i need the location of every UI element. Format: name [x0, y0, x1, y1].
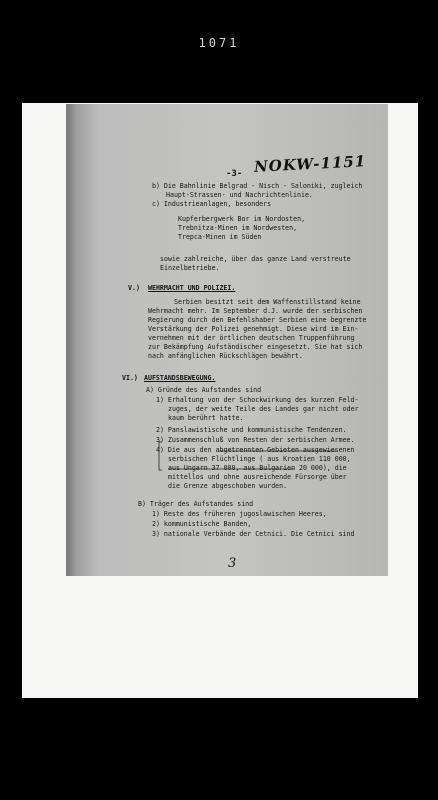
text-line: Einzelbetriebe.	[160, 264, 220, 272]
text-line: zuges, der weite Teile des Landes gar nicht oder	[168, 405, 359, 413]
text-line: nach anfänglichen Rückschlägen bewährt.	[148, 352, 303, 360]
text-line: sowie zahlreiche, über das ganze Land verstreute	[160, 255, 351, 263]
text-line: 1) Reste des früheren jugoslawischen Heeres,	[152, 510, 327, 518]
text-line: Trepca-Minen im Süden	[178, 233, 262, 241]
text-line: 4) Die aus den abgetrennten Gebieten ausgewiesenen	[156, 446, 355, 454]
section-number: V.)	[128, 284, 140, 292]
text-line: kaum berührt hatte.	[168, 414, 244, 422]
text-line: b) Die Bahnlinie Belgrad - Nisch - Saloniki, zugleich	[152, 182, 363, 190]
section-number: VI.)	[122, 374, 138, 382]
text-line: Regierung durch den Befehlshaber Serbien eine begrenzte	[148, 316, 367, 324]
reference-stamp: NOKW-1151	[253, 152, 367, 176]
page-shadow	[66, 104, 76, 576]
text-line: serbischen Flüchtlinge ( aus Kroatien 110 000,	[168, 455, 351, 463]
underline-marks	[66, 104, 388, 576]
text-line: 2) Panslawistische und kommunistische Tendenzen.	[156, 426, 347, 434]
section-heading: AUFSTANDSBEWEGUNG.	[144, 374, 216, 382]
text-line: 3) Zusammenschluß von Resten der serbischen Armee.	[156, 436, 355, 444]
text-line: 3) nationale Verbände der Cetnici. Die Cetnici sind	[152, 530, 355, 538]
text-line: Haupt-Strassen- und Nachrichtenlinie.	[166, 191, 313, 199]
bracket-mark	[159, 442, 162, 470]
section-heading: WEHRMACHT UND POLIZEI.	[148, 284, 236, 292]
film-frame-number: 1071	[198, 36, 240, 50]
text-line: Kupferbergwerk Bor im Nordosten,	[178, 215, 306, 223]
text-line: Wehrmacht mehr. Im September d.J. wurde der serbischen	[148, 307, 363, 315]
text-line: c) Industrieanlagen, besonders	[152, 200, 272, 208]
text-line: Verstärkung der Polizei genehmigt. Diese wird im Ein-	[148, 325, 359, 333]
text-line: aus Ungarn 37 000, aus Bulgarien 20 000), die	[168, 464, 347, 472]
text-line: mittellos und ohne ausreichende Fürsorge über	[168, 473, 347, 481]
text-line: Trebnitza-Minen im Nordwesten,	[178, 224, 298, 232]
text-line: zur Bekämpfung Aufständischer eingesetzt. Sie hat sich	[148, 343, 363, 351]
text-line: die Grenze abgeschoben wurden.	[168, 482, 288, 490]
subsection-heading: B) Träger des Aufstandes sind	[138, 500, 254, 508]
document-page	[66, 104, 388, 576]
page-number: -3-	[226, 169, 243, 179]
subsection-heading: A) Gründe des Aufstandes sind	[146, 386, 262, 394]
text-line: Serbien besitzt seit dem Waffenstillstand keine	[174, 298, 361, 306]
handwritten-page-number: 3	[228, 556, 237, 571]
text-line: 1) Erhaltung von der Schockwirkung des kurzen Feld-	[156, 396, 359, 404]
text-line: vernehmen mit der örtlichen deutschen Truppenführung	[148, 334, 355, 342]
text-line: 2) kommunistische Banden,	[152, 520, 252, 528]
